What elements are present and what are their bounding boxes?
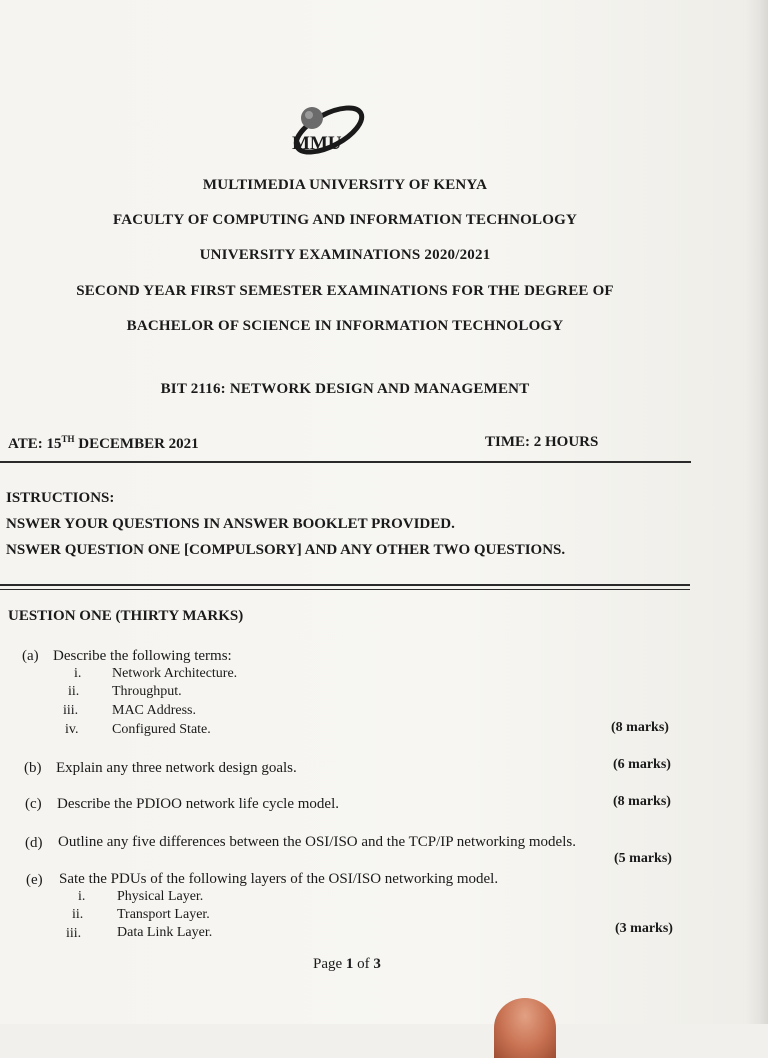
item-e-text: Data Link Layer. xyxy=(117,925,213,940)
item-e-text: Transport Layer. xyxy=(117,907,210,922)
page-edge-shadow xyxy=(746,0,768,1024)
marks-c: (8 marks) xyxy=(613,794,671,809)
marks-e: (3 marks) xyxy=(615,921,673,936)
item-a-text: Network Architecture. xyxy=(112,666,238,681)
logo-text: MMU xyxy=(292,133,342,154)
question-e-text: Sate the PDUs of the following layers of the OSI/ISO networking model. xyxy=(59,871,499,887)
item-a-text: Configured State. xyxy=(112,722,211,737)
question-one-heading: UESTION ONE (THIRTY MARKS) xyxy=(8,608,244,624)
item-e-num: iii. xyxy=(66,926,82,941)
mmu-logo xyxy=(283,96,369,162)
item-a-num: ii. xyxy=(68,684,80,699)
question-c-label: (c) xyxy=(25,796,42,812)
question-b-label: (b) xyxy=(24,760,42,776)
instructions-heading: ISTRUCTIONS: xyxy=(6,490,115,506)
divider-top xyxy=(0,461,691,463)
question-d-text: Outline any five differences between the OSI/ISO and the TCP/IP networking models. xyxy=(58,834,576,850)
item-a-num: iii. xyxy=(63,703,79,718)
question-d-label: (d) xyxy=(25,835,43,851)
item-a-num: iv. xyxy=(65,722,79,737)
thumb-photo-artifact xyxy=(494,998,556,1058)
university-name: MULTIMEDIA UNIVERSITY OF KENYA xyxy=(202,177,488,193)
item-a-num: i. xyxy=(74,666,82,681)
marks-a: (8 marks) xyxy=(611,720,669,735)
divider-double-2 xyxy=(0,589,690,590)
question-e-label: (e) xyxy=(26,872,43,888)
faculty-name: FACULTY OF COMPUTING AND INFORMATION TECHNOLOGY xyxy=(112,212,577,228)
item-a-text: Throughput. xyxy=(112,684,182,699)
course-title: BIT 2116: NETWORK DESIGN AND MANAGEMENT xyxy=(160,381,530,397)
instruction-line-2: NSWER QUESTION ONE [COMPULSORY] AND ANY OTHER TWO QUESTIONS. xyxy=(6,542,566,558)
exam-date: ATE: 15TH DECEMBER 2021 xyxy=(8,434,199,452)
exam-time: TIME: 2 HOURS xyxy=(485,434,599,450)
question-a-text: Describe the following terms: xyxy=(53,648,232,664)
marks-b: (6 marks) xyxy=(613,757,671,772)
page-number: Page 1 of 3 xyxy=(313,956,381,972)
question-a-label: (a) xyxy=(22,648,39,664)
degree-line: BACHELOR OF SCIENCE IN INFORMATION TECHNOLOGY xyxy=(126,318,564,334)
instruction-line-1: NSWER YOUR QUESTIONS IN ANSWER BOOKLET PROVIDED. xyxy=(6,516,455,532)
divider-double-1 xyxy=(0,584,690,586)
semester-line: SECOND YEAR FIRST SEMESTER EXAMINATIONS FOR THE DEGREE OF xyxy=(76,283,614,299)
item-e-text: Physical Layer. xyxy=(117,889,204,904)
exam-session: UNIVERSITY EXAMINATIONS 2020/2021 xyxy=(199,247,491,263)
item-a-text: MAC Address. xyxy=(112,703,197,718)
marks-d: (5 marks) xyxy=(614,851,672,866)
item-e-num: ii. xyxy=(72,907,84,922)
question-b-text: Explain any three network design goals. xyxy=(56,760,297,776)
question-c-text: Describe the PDIOO network life cycle model. xyxy=(57,796,339,812)
item-e-num: i. xyxy=(78,889,86,904)
